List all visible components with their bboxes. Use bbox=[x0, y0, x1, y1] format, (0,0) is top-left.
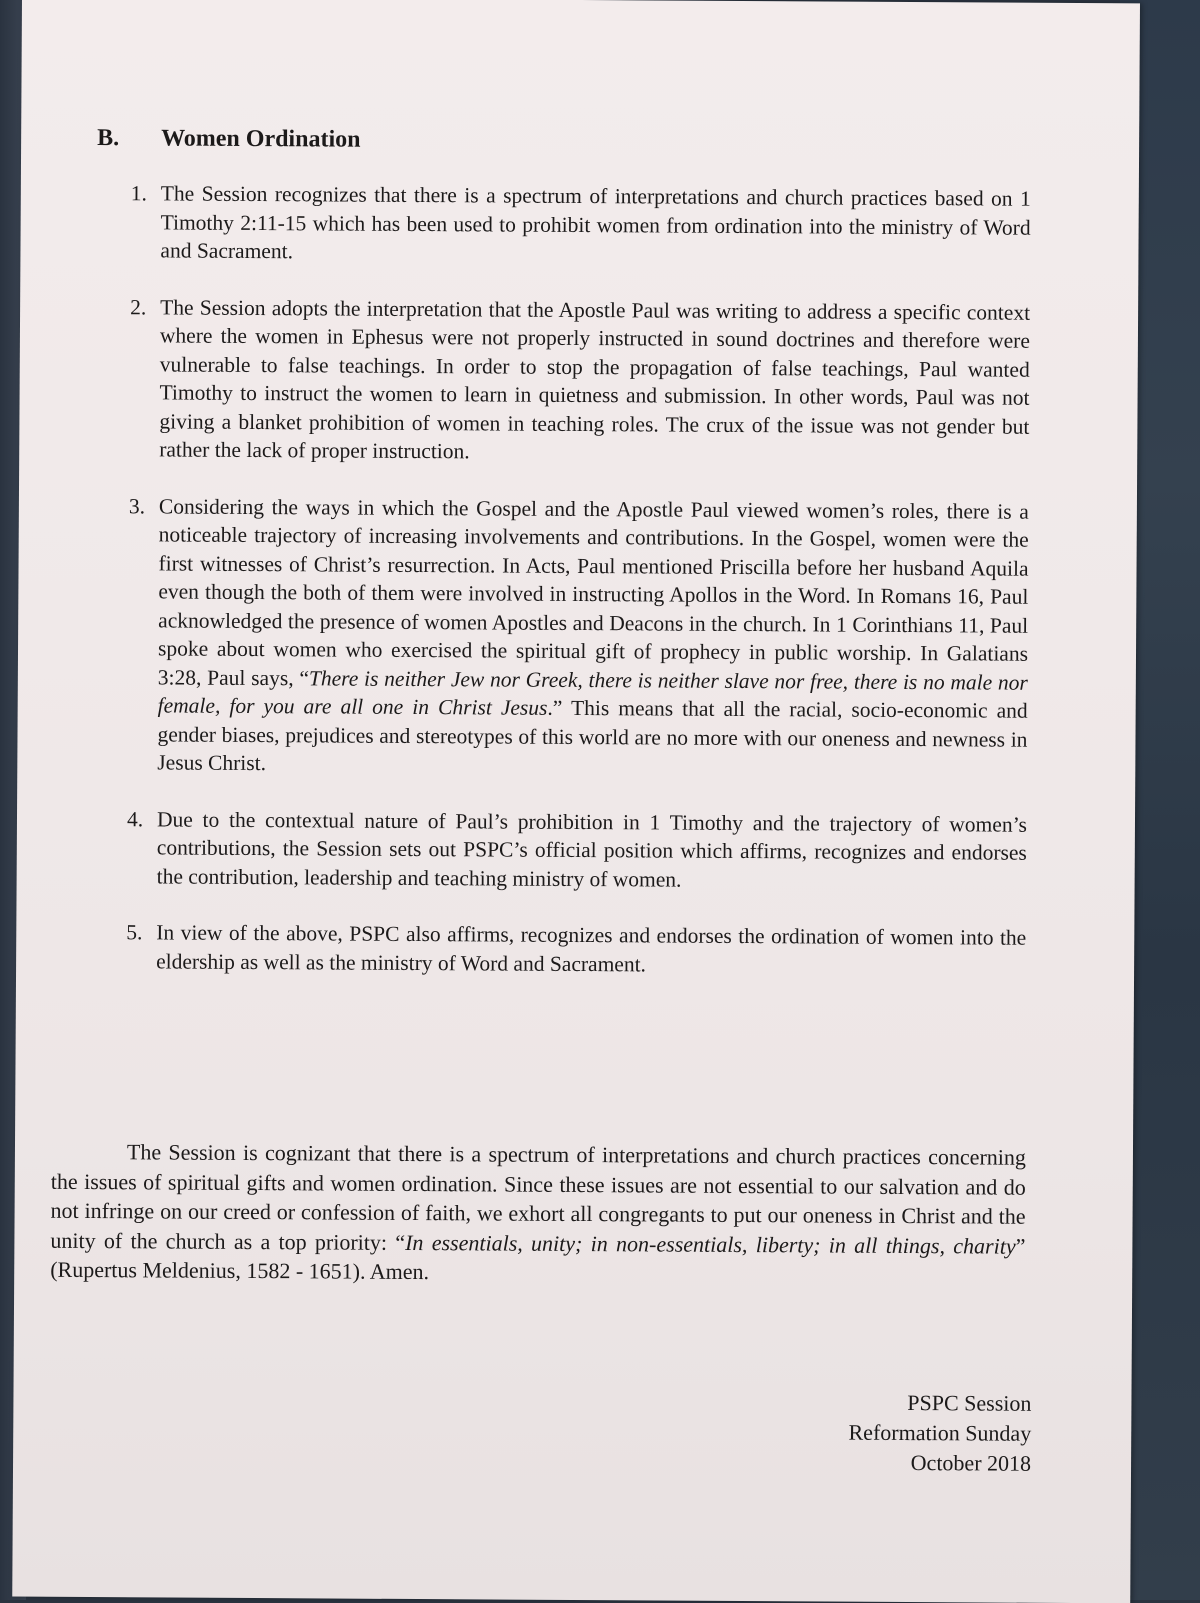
closing-quote: In essentials, unity; in non-essentials, liberty; in all things, charity bbox=[405, 1229, 1016, 1259]
list-item bbox=[127, 805, 1028, 896]
list-item bbox=[126, 918, 1026, 980]
scripture-quote: There is neither Jew nor Greek, there is neither slave nor free, there is no male nor female, for you are all one in Christ Jesus bbox=[157, 665, 1028, 720]
item-number: 2. bbox=[130, 294, 147, 319]
item-text-part: Considering the ways in which the Gospel and the Apostle Paul viewed women’s roles, there is a noticeable trajectory of increasing involvements and contributions. In the Gospel, women were the first witnesses of Christ’s resurrection. In Acts, Paul mentioned Priscilla before her husband Aquila even though the both of them were involved in instructing Apollos in the Word. In Romans 16, Paul acknowledged the presence of women Apostles and Deacons in the church. In 1 Corinthians 11, Paul spoke about women who exercised the spiritual gift of prophecy in public worship. In Galatians 3:28, Paul says, “ bbox=[157, 493, 1029, 690]
item-text: In view of the above, PSPC also affirms, recognizes and endorses the ordination of women into the eldership as well as the ministry of Word and Sacrament. bbox=[156, 920, 1027, 976]
signature-block bbox=[848, 1388, 1031, 1479]
closing-paragraph bbox=[50, 1137, 1026, 1290]
document-page bbox=[12, 0, 1140, 1603]
list-item bbox=[129, 293, 1030, 469]
signature-line: Reformation Sunday bbox=[848, 1419, 1032, 1446]
signature-date: October 2018 bbox=[910, 1450, 1032, 1476]
item-text: The Session adopts the interpretation that the Apostle Paul was writing to address a specific context where the women in Ephesus were not properly instructed in sound doctrines and therefore were vulnerable to false teachings. In order to stop the propagation of false teachings, Paul wanted Timothy to instruct the women to learn in quietness and submission. In other words, Paul was not giving a blanket prohibition of women in teaching roles. The crux of the issue was not gender but rather the lack of proper instruction. bbox=[159, 294, 1031, 464]
list-item bbox=[127, 492, 1029, 782]
numbered-list bbox=[126, 179, 1031, 1008]
item-text: Due to the contextual nature of Paul’s prohibition in 1 Timothy and the trajectory of women’s contributions, the Session sets out PSPC’s official position which affirms, recognizes and endorses the contribution, leadership and teaching ministry of women. bbox=[156, 806, 1028, 892]
signature-line: PSPC Session bbox=[907, 1390, 1032, 1416]
closing-text-part: The Session is cognizant that there is a spectrum of interpretations and church practices concerning the issues of spiritual gifts and women ordination. Since these issues are not essential to our salvation and do not infringe on our creed or confession of faith, we exhort all congregants to put our oneness in Christ and the unity of the church as a top priority: “ bbox=[50, 1139, 1027, 1255]
item-text: The Session recognizes that there is a spectrum of interpretations and church practices based on 1 Timothy 2:11-15 which has been used to prohibit women from ordination into the ministry of Word and Sacrament. bbox=[160, 181, 1031, 264]
item-number: 3. bbox=[128, 493, 146, 518]
closing-text-part: ” (Rupertus Meldenius, 1582 - 1651). Amen. bbox=[50, 1233, 1026, 1285]
section-letter: B. bbox=[97, 125, 120, 152]
section-title: Women Ordination bbox=[161, 125, 361, 153]
item-number: 4. bbox=[126, 806, 144, 831]
item-number: 1. bbox=[130, 181, 148, 206]
item-text-part: .” This means that all the racial, socio-economic and gender biases, prejudices and stereotypes of this world are no more with our oneness and newness in Jesus Christ. bbox=[157, 695, 1028, 776]
item-text bbox=[157, 492, 1029, 782]
section-heading bbox=[97, 125, 361, 154]
list-item bbox=[130, 179, 1031, 270]
item-number: 5. bbox=[126, 920, 143, 945]
